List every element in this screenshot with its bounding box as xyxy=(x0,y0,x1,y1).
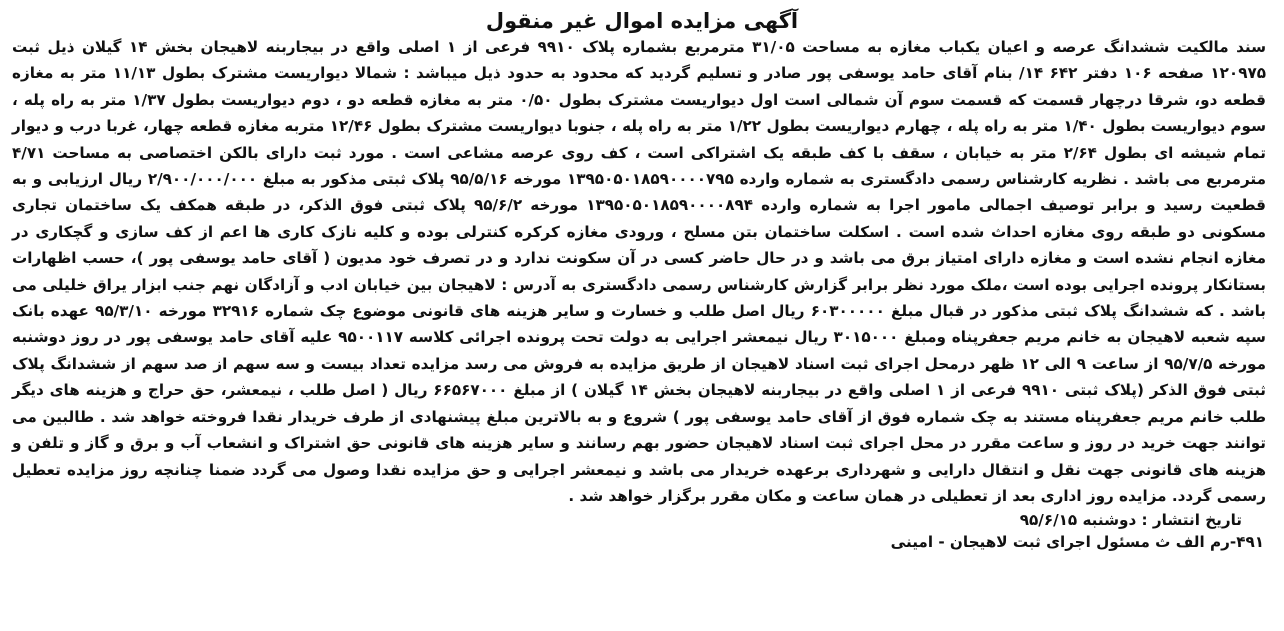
notice-body xyxy=(12,34,1266,509)
notice-body-paragraph: سند مالکیت ششدانگ عرصه و اعیان یکباب مغازه به مساحت ۳۱/۰۵ مترمربع بشماره پلاک ۹۹۱۰ فرعی از ۱ اصلی واقع در بیجاربنه لاهیجان بخش ۱۴ گیلان ذیل ثبت ۱۲۰۹۷۵ صفحه ۱۰۶ دفتر ۶۴۲ ۱۴/ بنام آقای حامد یوسفی پور صادر و تسلیم گردید که محدود به حدود ذیل میباشد : شمالا دیواریست مشترک بطول ۱۱/۱۳ متر به مغازه قطعه دو، شرقا درچهار قسمت که قسمت سوم آن شمالی است اول دیواریست مشترک بطول ۰/۵۰ متر به مغازه قطعه دو ، دوم دیواریست بطول ۱/۳۷ متر به راه پله ، سوم دیواریست بطول ۱/۴۰ متر به راه پله ، چهارم دیواریست بطول ۱/۲۲ متر به راه پله ، جنوبا دیواریست مشترک بطول ۱۲/۴۶ متربه مغازه قطعه چهار، غربا درب و دیوار تمام شیشه ای بطول ۲/۶۴ متر به خیابان ، سقف با کف طبقه یک اشتراکی است ، کف روی عرصه مشاعی است . مورد ثبت دارای بالکن اختصاصی به مساحت ۴/۷۱ مترمربع می باشد . نظریه کارشناس رسمی دادگستری به شماره وارده ۱۳۹۵۰۵۰۱۸۵۹۰۰۰۰۷۹۵ مورخه ۹۵/۵/۱۶ پلاک ثبتی مذکور به مبلغ ۲/۹۰۰/۰۰۰/۰۰۰ ریال ارزیابی و به قطعیت رسید و برابر توصیف اجمالی مامور اجرا به شماره وارده ۱۳۹۵۰۵۰۱۸۵۹۰۰۰۰۸۹۴ مورخه ۹۵/۶/۲ پلاک ثبتی فوق الذکر، در طبقه همکف یک ساختمان تجاری مسکونی دو طبقه روی مغازه احداث شده است . اسکلت ساختمان بتن مسلح ، ورودی مغازه کرکره کنترلی بوده و کلیه نازک کاری ها اعم از کف سازی و گچکاری در مغازه انجام نشده است و مغازه دارای امتیاز برق می باشد و در حال حاضر کسی در آن سکونت ندارد و در تصرف خود مدیون ( آقای حامد یوسفی پور )، حسب اظهارات بستانکار پرونده اجرایی بوده است ،ملک مورد نظر برابر گزارش کارشناس رسمی دادگستری به آدرس : لاهیجان بین خیابان ادب و آزادگان نهم جنب ابزار یراق خلیلی می باشد . که ششدانگ پلاک ثبتی مذکور در قبال مبلغ ۶۰۳۰۰۰۰۰ ریال اصل طلب و خسارت و سایر هزینه های قانونی موضوع چک شماره ۳۲۹۱۶ مورخه ۹۵/۳/۱۰ عهده بانک سپه شعبه لاهیجان به خانم مریم جعفرپناه ومبلغ ۳۰۱۵۰۰۰ ریال نیمعشر اجرایی به دولت تحت پرونده اجرائی کلاسه ۹۵۰۰۱۱۷ علیه آقای حامد یوسفی پور در روز دوشنبه مورخه ۹۵/۷/۵ از ساعت ۹ الی ۱۲ ظهر درمحل اجرای ثبت اسناد لاهیجان از طریق مزایده به فروش می رسد مزایده تعداد بیست و سه سهم از صد سهم از ششدانگ پلاک ثبتی فوق الذکر (پلاک ثبتی ۹۹۱۰ فرعی از ۱ اصلی واقع در بیجاربنه لاهیجان بخش ۱۴ گیلان ) از مبلغ ۶۶۵۶۷۰۰۰ ریال ( اصل طلب ، نیمعشر، حق حراج و هزینه های دیگر طلب خانم مریم جعفرپناه مستند به چک شماره فوق از آقای حامد یوسفی پور ) شروع و به بالاترین مبلغ پیشنهادی از طرف خریدار نقدا فروخته خواهد شد . طالبین می توانند جهت خرید در روز و ساعت مقرر در محل اجرای ثبت اسناد لاهیجان حضور بهم رسانند و سایر هزینه های قانونی حق اشتراک و انشعاب آب و برق و گاز و تلفن و هزینه های قانونی جهت نقل و انتقال دارایی و شهرداری برعهده خریدار می باشد و نیمعشر اجرایی و حق مزایده نقدا وصول می گردد ضمنا چنانچه روز مزایده تعطیل رسمی گردد. مزایده روز اداری بعد از تعطیلی در همان ساعت و مکان مقرر برگزار خواهد شد . xyxy=(12,38,1267,505)
notice-title: آگهی مزایده اموال غیر منقول xyxy=(485,9,799,33)
signature-line: ۴۹۱-رم الف ث مسئول اجرای ثبت لاهیجان - امینی xyxy=(890,533,1264,552)
publish-date: تاریخ انتشار : دوشنبه ۹۵/۶/۱۵ xyxy=(1019,511,1242,530)
notice-footer xyxy=(12,509,1266,553)
